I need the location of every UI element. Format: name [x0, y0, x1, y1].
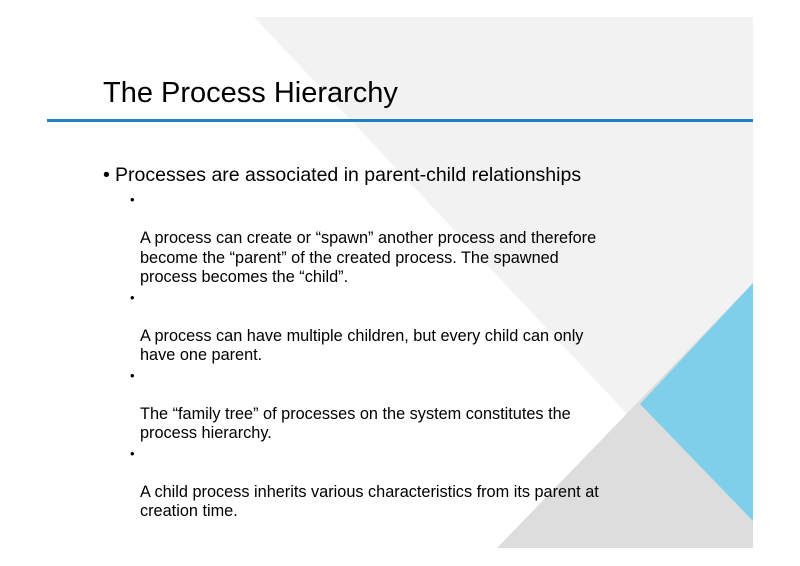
bullet-marker: •: [103, 164, 110, 186]
slide-body: [103, 163, 703, 522]
sub-bullet-list: [103, 190, 703, 522]
bullet-marker: •: [130, 367, 135, 383]
sub-bullet-text: A process can create or “spawn” another process and therefore become the “parent” of the created process. The spawned process becomes the “child”.: [140, 229, 597, 286]
bullet-marker: •: [130, 289, 135, 305]
sub-bullet: [130, 444, 696, 522]
main-bullet-text: Processes are associated in parent-child relationships: [115, 164, 582, 186]
slide: [47, 17, 753, 548]
sub-bullet: [130, 366, 696, 444]
bullet-marker: •: [130, 445, 135, 461]
title-underline: [47, 119, 753, 122]
sub-bullet: [130, 190, 696, 288]
sub-bullet-text: A child process inherits various characteristics from its parent at creation time.: [140, 482, 599, 520]
sub-bullet-text: The “family tree” of processes on the system constitutes the process hierarchy.: [140, 404, 571, 442]
sub-bullet: [130, 288, 696, 366]
main-bullet: [103, 163, 703, 187]
bullet-marker: •: [130, 192, 135, 207]
slide-title: The Process Hierarchy: [103, 77, 398, 109]
sub-bullet-text: A process can have multiple children, but every child can only have one parent.: [140, 326, 584, 364]
